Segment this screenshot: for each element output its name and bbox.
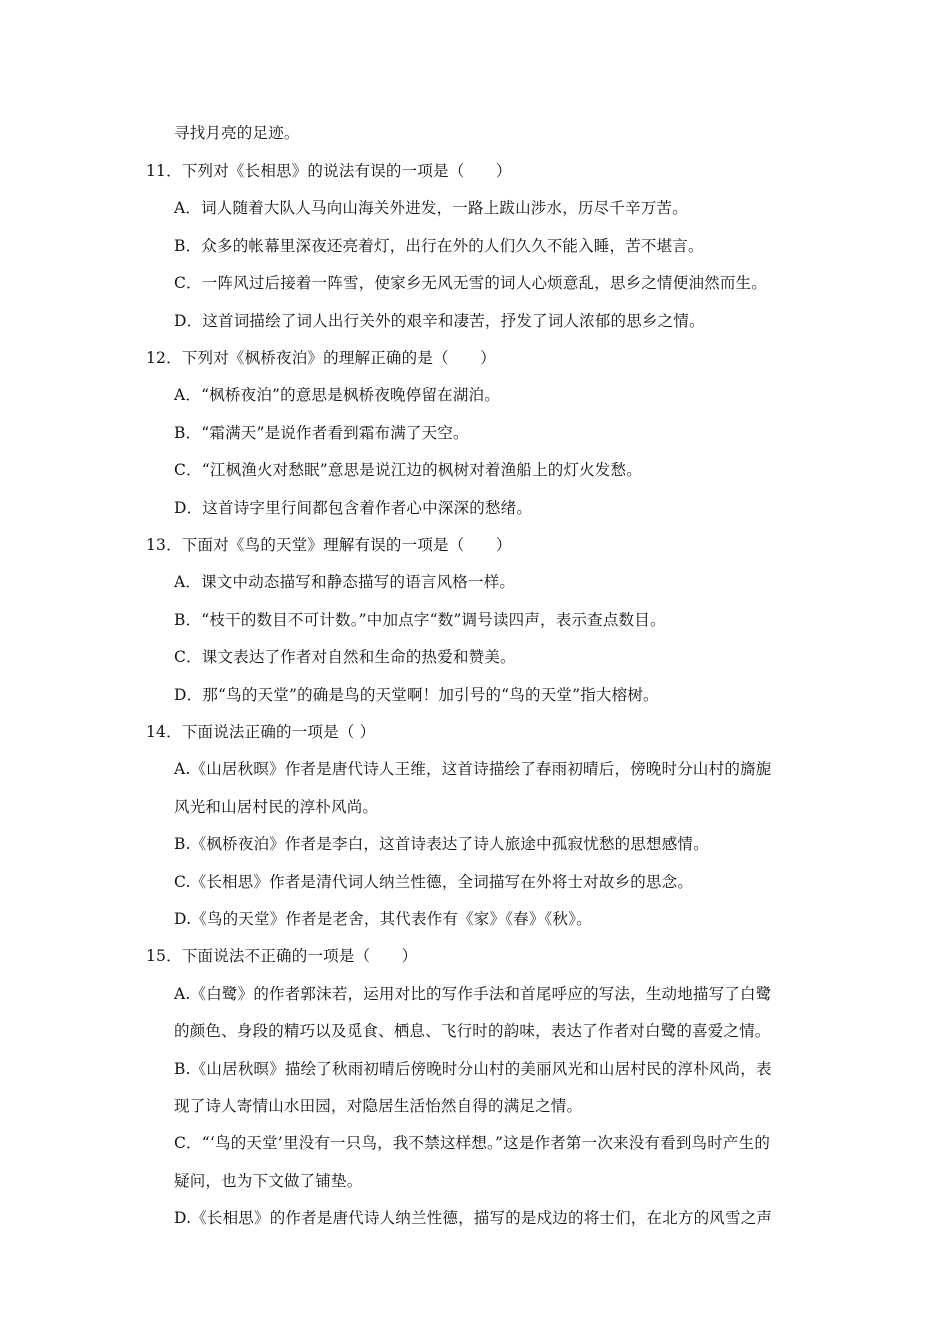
option-c: C.《长相思》作者是清代词人纳兰性德，全词描写在外将士对故乡的思念。 (174, 873, 694, 891)
lead-continuation: 寻找月亮的足迹。 (174, 124, 300, 142)
option-d: D.《长相思》的作者是唐代诗人纳兰性德，描写的是戍边的将士们，在北方的风雪之声 (174, 1209, 773, 1227)
option-c: C．“‘鸟的天堂’里没有一只鸟，我不禁这样想。”这是作者第一次来没有看到鸟时产生的 (174, 1134, 771, 1152)
option-a-continued: 的颜色、身段的精巧以及觅食、栖息、飞行时的韵味，表达了作者对白鹭的喜爱之情。 (174, 1022, 771, 1040)
option-b: B．“枝干的数目不可计数。”中加点字“数”调号读四声，表示查点数目。 (174, 611, 666, 629)
option-c: C．“江枫渔火对愁眠”意思是说江边的枫树对着渔船上的灯火发愁。 (174, 461, 642, 479)
question-stem: 15．下面说法不正确的一项是（ ） (146, 947, 418, 965)
option-a: A.《白鹭》的作者郭沫若，运用对比的写作手法和首尾呼应的写法，生动地描写了白鹭 (174, 985, 772, 1003)
option-d: D．那“鸟的天堂”的确是鸟的天堂啊！加引号的“鸟的天堂”指大榕树。 (174, 686, 659, 704)
question-stem: 11．下列对《长相思》的说法有误的一项是（ ） (146, 162, 512, 180)
option-c: C．一阵风过后接着一阵雪，使家乡无风无雪的词人心烦意乱，思乡之情便油然而生。 (174, 274, 767, 292)
option-d: D．这首词描绘了词人出行关外的艰辛和凄苦，抒发了词人浓郁的思乡之情。 (174, 312, 705, 330)
option-b: B.《山居秋暝》描绘了秋雨初晴后傍晚时分山村的美丽风光和山居村民的淳朴风尚，表 (174, 1060, 772, 1078)
option-a: A．词人随着大队人马向山海关外进发，一路上跋山涉水，历尽千辛万苦。 (174, 199, 688, 217)
option-b-continued: 现了诗人寄情山水田园，对隐居生活怡然自得的满足之情。 (174, 1097, 583, 1115)
option-a: A．“枫桥夜泊”的意思是枫桥夜晚停留在湖泊。 (174, 386, 500, 404)
option-d: D.《鸟的天堂》作者是老舍，其代表作有《家》《春》《秋》。 (174, 910, 592, 928)
question-stem: 13．下面对《鸟的天堂》理解有误的一项是（ ） (146, 536, 512, 554)
option-c-continued: 疑问，也为下文做了铺垫。 (174, 1172, 363, 1190)
question-stem: 12．下列对《枫桥夜泊》的理解正确的是（ ） (146, 349, 496, 367)
option-d: D．这首诗字里行间都包含着作者心中深深的愁绪。 (174, 499, 533, 517)
option-b: B．“霜满天”是说作者看到霜布满了天空。 (174, 424, 469, 442)
option-b: B．众多的帐幕里深夜还亮着灯，出行在外的人们久久不能入睡，苦不堪言。 (174, 237, 704, 255)
option-a: A.《山居秋暝》作者是唐代诗人王维，这首诗描绘了春雨初晴后，傍晚时分山村的旖旎 (174, 760, 772, 778)
question-stem: 14．下面说法正确的一项是（ ） (146, 723, 376, 741)
option-a-continued: 风光和山居村民的淳朴风尚。 (174, 798, 379, 816)
option-a: A．课文中动态描写和静态描写的语言风格一样。 (174, 573, 516, 591)
option-b: B.《枫桥夜泊》作者是李白，这首诗表达了诗人旅途中孤寂忧愁的思想感情。 (174, 835, 709, 853)
option-c: C．课文表达了作者对自然和生命的热爱和赞美。 (174, 648, 516, 666)
